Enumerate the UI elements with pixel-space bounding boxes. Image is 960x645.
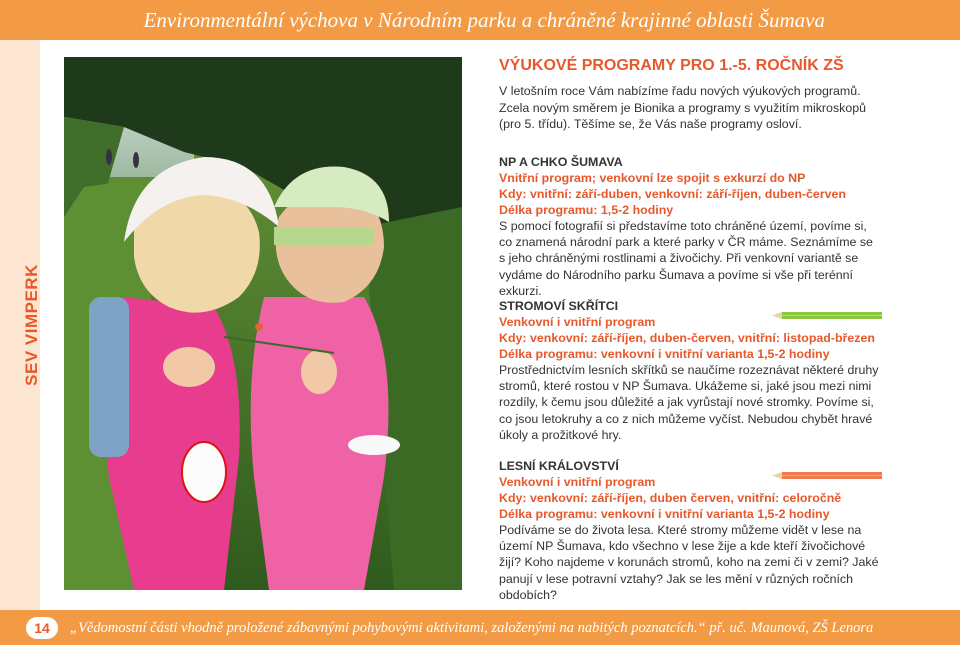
section-meta: Délka programu: venkovní i vnitřní varianta 1,5-2 hodiny xyxy=(499,347,830,361)
section-meta: Venkovní i vnitřní program xyxy=(499,315,656,329)
section-meta: Kdy: venkovní: září-říjen, duben-červen, vnitřní: listopad-březen xyxy=(499,331,875,345)
section-title: LESNÍ KRÁLOVSTVÍ xyxy=(499,459,619,473)
footer-quote: „Vědomostní části vhodně proložené zábavnými pohybovými aktivitami, založenými na nabitých poznatcích.“ př. uč. Maunová, ZŠ Lenora xyxy=(70,620,874,636)
side-label: SEV VIMPERK xyxy=(22,264,41,386)
section-meta: Venkovní i vnitřní program xyxy=(499,475,656,489)
section-body: S pomocí fotografií si představíme toto chráněné území, povíme si, co znamená národní park a které parky v ČR máme. Seznámíme se s jeho chráněnými rostlinami a živočichy. Při venkovní variantě se vydáme do Národního parku Šumava a povíme si vše při terénní exkurzi. xyxy=(499,219,873,298)
section-meta: Kdy: vnitřní: září-duben, venkovní: září-říjen, duben-červen xyxy=(499,187,846,201)
page-number: 14 xyxy=(26,617,58,639)
section-meta: Kdy: venkovní: září-říjen, duben červen, vnitřní: celoročně xyxy=(499,491,842,505)
section-body: Prostřednictvím lesních skřítků se naučíme rozeznávat některé druhy stromů, které rostou v NP Šumava. Ukážeme si, jaké jsou mezi nimi rozdíly, k čemu jsou důležité a jak vyrůstají nové stromky. Povíme si, co jsou letokruhy a co z nich můžeme vyčíst. Nebudou chybět hravé úkoly a prožitkové hry. xyxy=(499,363,879,442)
intro-text: V letošním roce Vám nabízíme řadu nových výukových programů. Zcela novým směrem je Bionika a programy s využitím mikroskopů (pro 5. třídu). Těšíme se, že Vás naše programy osloví. xyxy=(499,84,867,131)
section-title: NP A CHKO ŠUMAVA xyxy=(499,155,623,169)
section-stromovi-skritci xyxy=(499,298,881,443)
section-body: Podíváme se do života lesa. Které stromy můžeme vidět v lese na území NP Šumava, kdo všechno v lese žije a kde kteří živočichové žijí? Koho najdeme v korunách stromů, koho na zemi či v zemi? Jaké panují v lese potravní vztahy? Jak se les mění v různých ročních obdobích? xyxy=(499,523,879,602)
page-heading: VÝUKOVÉ PROGRAMY PRO 1.-5. ROČNÍK ZŠ xyxy=(499,57,844,74)
header-title: Environmentální výchova v Národním parku a chráněné krajinné oblasti Šumava xyxy=(143,8,825,32)
section-title: STROMOVÍ SKŘÍTCI xyxy=(499,299,619,313)
section-np-chko xyxy=(499,154,881,299)
children-photo xyxy=(64,57,462,590)
section-meta: Délka programu: venkovní i vnitřní varianta 1,5-2 hodiny xyxy=(499,507,830,521)
section-meta: Vnitřní program; venkovní lze spojit s exkurzí do NP xyxy=(499,171,806,185)
section-lesni-kralovstvi xyxy=(499,458,881,603)
section-meta: Délka programu: 1,5-2 hodiny xyxy=(499,203,674,217)
intro-block xyxy=(499,57,881,133)
